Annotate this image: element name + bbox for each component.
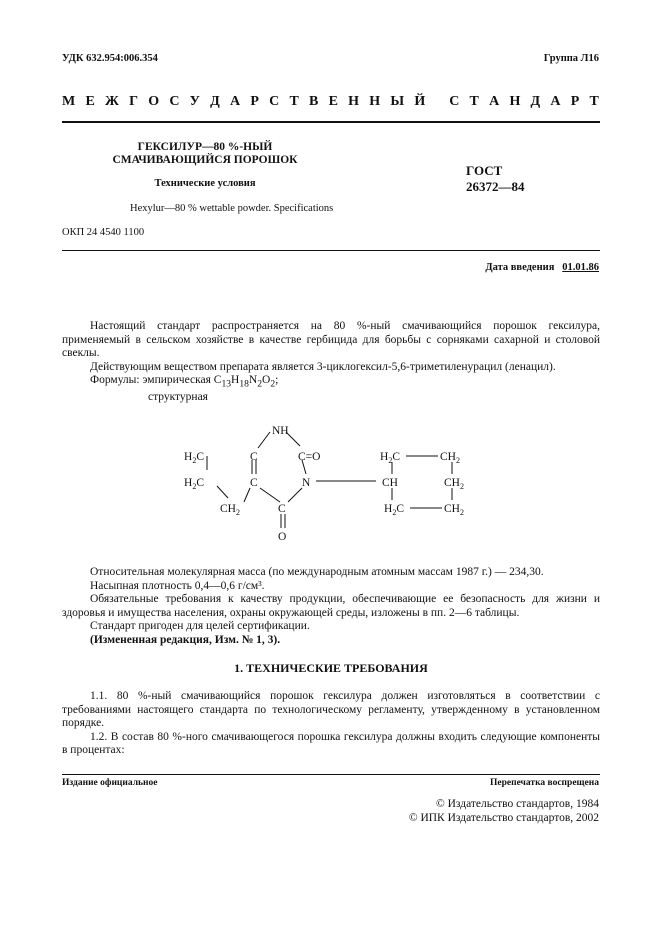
struct-h2c-1: $H_2C$	[184, 451, 204, 465]
banner-letter: Т	[289, 94, 299, 109]
copyright	[409, 797, 599, 825]
title-line-2: СМАЧИВАЮЩИЙСЯ ПОРОШОК	[112, 154, 298, 166]
gost-number: 26372—84	[466, 179, 525, 194]
properties-text	[62, 566, 600, 647]
section-text	[62, 690, 600, 758]
banner-letter: Н	[509, 94, 521, 109]
struct-h2c-ring-2: $H_2C$	[384, 503, 404, 517]
struct-c-1: C	[250, 451, 258, 463]
struct-ch2-bottom: $CH_2$	[220, 503, 240, 517]
footer-rule	[62, 774, 600, 775]
group-code: Группа Л16	[543, 53, 599, 64]
banner-letter: Д	[210, 94, 220, 109]
reprint-notice: Перепечатка воспрещена	[489, 778, 599, 788]
copyright-2002: © ИПК Издательство стандартов, 2002	[408, 812, 599, 824]
struct-c-eq-o: C=O	[298, 451, 321, 463]
struct-ch2-ring-3: $CH_2$	[444, 503, 464, 517]
copyright-1984: © Издательство стандартов, 1984	[435, 798, 599, 810]
official-edition: Издание официальное	[62, 778, 158, 788]
okp-code: ОКП 24 4540 1100	[62, 227, 145, 238]
banner-letter: С	[449, 94, 460, 109]
section-heading: 1. ТЕХНИЧЕСКИЕ ТРЕБОВАНИЯ	[234, 661, 428, 675]
paragraph-formula: Формулы: эмпирическая $C_{13}H_{18}N_2O_2$;	[90, 374, 279, 390]
banner-letter: Т	[589, 94, 599, 109]
banner-letter: В	[309, 94, 319, 109]
banner-letter: Н	[348, 94, 360, 109]
gost-label: ГОСТ	[466, 163, 503, 178]
struct-ch: CH	[382, 477, 398, 489]
document-title	[110, 141, 300, 167]
top-rule	[62, 121, 600, 123]
banner-letter: Н	[369, 94, 381, 109]
struct-ch2-ring-1: $CH_2$	[440, 451, 460, 465]
banner-letter: У	[189, 94, 200, 109]
banner-letter: О	[148, 94, 160, 109]
struct-c-3: C	[278, 503, 286, 515]
gost-block	[466, 163, 525, 195]
title-line-1: ГЕКСИЛУР—80 %-НЫЙ	[137, 141, 273, 153]
banner-letter: Т	[469, 94, 479, 109]
banner-letter: А	[489, 94, 500, 109]
struct-c-2: C	[250, 477, 258, 489]
paragraph-1-2: 1.2. В состав 80 %-ного смачивающегося порошка гексилура должны входить следующие компоненты в процентах:	[62, 730, 600, 756]
paragraph-certification: Стандарт пригоден для целей сертификации.	[90, 620, 310, 632]
paragraph-scope: Настоящий стандарт распространяется на 80 %-ный смачивающийся порошок гексилура, применяемый в сельском хозяйстве в качестве гербицида для борьбы с сорняками сахарной и столовой свеклы.	[62, 320, 600, 359]
banner-letter: С	[169, 94, 180, 109]
paragraph-requirements: Обязательные требования к качеству продукции, обеспечивающие ее безопасность для жизни и здоровья и имущества населения, охраны окружающей среды, изложены в пп. 2—6 таблицы.	[62, 593, 600, 619]
banner-letter: С	[269, 94, 280, 109]
banner-letter: Ы	[390, 94, 405, 109]
intro-text	[62, 320, 600, 404]
standard-banner	[62, 94, 599, 110]
struct-h2c-2: $H_2C$	[184, 477, 204, 491]
struct-ch2-ring-2: $CH_2$	[444, 477, 464, 491]
banner-letter: Ж	[105, 94, 119, 109]
banner-letter: Д	[530, 94, 541, 109]
structural-formula	[170, 418, 490, 548]
banner-letter: М	[62, 94, 76, 109]
intro-date-value: 01.01.86	[562, 262, 599, 273]
paragraph-amendment: (Измененная редакция, Изм. № 1, 3).	[90, 633, 281, 646]
banner-letter: А	[550, 94, 561, 109]
paragraph-molar-mass: Относительная молекулярная масса (по международным атомным массам 1987 г.) — 234,30.	[90, 566, 544, 578]
struct-o: O	[278, 531, 287, 543]
banner-letter: Е	[328, 94, 338, 109]
banner-letter: Р	[570, 94, 580, 109]
subtitle: Технические условия	[154, 178, 256, 189]
udk-code: УДК 632.954:006.354	[62, 53, 158, 64]
banner-letter: А	[230, 94, 241, 109]
banner-letter: Г	[129, 94, 138, 109]
struct-h2c-ring-1: $H_2C$	[380, 451, 400, 465]
paragraph-active-substance: Действующим веществом препарата является 3-циклогексил-5,6-триметиленурацил (ленацил).	[90, 360, 556, 373]
banner-letter: Й	[414, 94, 426, 109]
banner-letter: Е	[85, 94, 95, 109]
intro-date-label: Дата введения	[485, 262, 555, 273]
paragraph-density: Насыпная плотность 0,4—0,6 г/см³.	[90, 579, 265, 592]
banner-letter	[435, 94, 439, 110]
intro-date	[485, 262, 599, 273]
structural-label: структурная	[148, 390, 208, 403]
struct-n: N	[302, 477, 311, 489]
mid-rule	[62, 250, 600, 251]
english-title: Hexylur—80 % wettable powder. Specifications	[130, 203, 334, 214]
paragraph-1-1: 1.1. 80 %-ный смачивающийся порошок гексилура должен изготовляться в соответствии с требованиями настоящего стандарта по технологическому регламенту, утвержденному в установленном порядке.	[62, 690, 600, 729]
banner-letter: Р	[250, 94, 259, 109]
struct-nh: NH	[272, 425, 289, 437]
